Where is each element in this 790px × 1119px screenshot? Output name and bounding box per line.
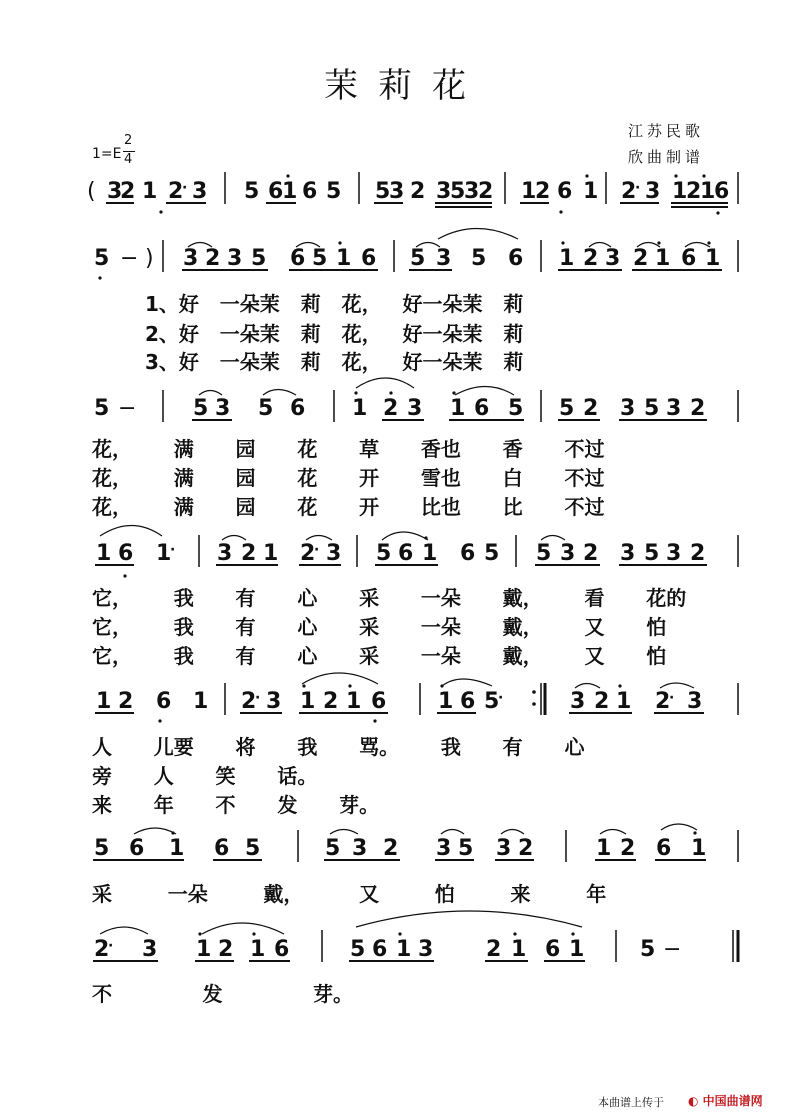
svg-text:6: 6 (361, 246, 377, 271)
site-name: 中国曲谱网 (702, 1094, 763, 1108)
svg-text:3: 3 (352, 836, 368, 861)
svg-text:5: 5 (471, 246, 487, 271)
svg-text:·: · (182, 180, 188, 196)
svg-text:·: · (314, 542, 320, 558)
svg-text:6: 6 (302, 179, 318, 204)
svg-text:−: − (118, 396, 137, 421)
svg-text:2: 2 (241, 689, 257, 714)
svg-text:6: 6 (557, 179, 573, 204)
svg-text:5: 5 (375, 179, 391, 204)
notation-row-3 (94, 396, 705, 421)
svg-text:1: 1 (96, 541, 112, 566)
svg-text:2: 2 (518, 836, 534, 861)
svg-text:1: 1 (450, 396, 466, 421)
svg-text:5: 5 (193, 396, 209, 421)
svg-text:5: 5 (326, 179, 342, 204)
lyrics-row-6: 采 一朵 戴， 又 怕 来 年 (92, 882, 607, 906)
svg-text:1: 1 (672, 179, 688, 204)
svg-text:1: 1 (438, 689, 454, 714)
svg-text:2: 2 (633, 246, 649, 271)
svg-text:3: 3 (645, 179, 661, 204)
svg-text:6: 6 (118, 541, 134, 566)
svg-text:6: 6 (290, 246, 306, 271)
svg-text:·: · (108, 938, 114, 954)
svg-text:2: 2 (410, 179, 426, 204)
svg-text:1: 1 (655, 246, 671, 271)
svg-text:1: 1 (352, 396, 368, 421)
svg-text:1: 1 (521, 179, 537, 204)
notation-row-2 (94, 246, 720, 271)
svg-text:1: 1 (282, 179, 298, 204)
svg-text:6: 6 (372, 937, 388, 962)
notation-row-7 (94, 937, 681, 962)
svg-text:2: 2 (690, 541, 706, 566)
notation-row-4 (96, 541, 705, 566)
svg-text:3: 3 (183, 246, 199, 271)
svg-text:6: 6 (268, 179, 284, 204)
svg-text:2: 2 (583, 396, 599, 421)
lyric-line-verse-1: 它， 我 有 心 采 一朵 戴， 看 花的 (92, 586, 687, 610)
svg-text:3: 3 (666, 396, 682, 421)
svg-text:6: 6 (508, 246, 524, 271)
svg-text:1: 1 (396, 937, 412, 962)
svg-text:2: 2 (621, 179, 637, 204)
lyric-line-verse-3: 它， 我 有 心 采 一朵 戴， 又 怕 (92, 644, 667, 668)
svg-text:(: ( (87, 179, 96, 204)
svg-text:3: 3 (464, 179, 480, 204)
svg-text:2: 2 (383, 396, 399, 421)
lyric-line-verse-3: 来 年 不 发 芽。 (92, 793, 380, 817)
svg-text:1: 1 (300, 689, 316, 714)
svg-text:·: · (498, 690, 504, 706)
time-signature-top: 2 (124, 133, 133, 148)
lyric-line-verse-1: 人 儿要 将 我 骂。 我 有 心 (92, 735, 585, 759)
composer-credit: 江苏民歌 (628, 122, 705, 140)
svg-text:5: 5 (644, 541, 660, 566)
svg-text:−: − (663, 937, 682, 962)
lyric-line-verse-2: 2、好 一朵茉 莉 花， 好一朵茉 莉 (145, 322, 524, 346)
svg-text:1: 1 (583, 179, 599, 204)
svg-text:6: 6 (371, 689, 387, 714)
svg-text:5: 5 (94, 246, 110, 271)
svg-text:1: 1 (422, 541, 438, 566)
svg-text:): ) (145, 246, 154, 271)
svg-text:5: 5 (536, 541, 552, 566)
svg-text:1: 1 (142, 179, 158, 204)
svg-text:2: 2 (478, 179, 494, 204)
svg-text:1: 1 (156, 541, 172, 566)
svg-text:5: 5 (484, 689, 500, 714)
svg-text:2: 2 (583, 541, 599, 566)
svg-text:2: 2 (205, 246, 221, 271)
notation-row-6 (94, 836, 706, 861)
arranger-credit: 欣曲制谱 (628, 148, 705, 166)
svg-text:3: 3 (142, 937, 158, 962)
svg-text:2: 2 (94, 937, 110, 962)
svg-text:6: 6 (290, 396, 306, 421)
svg-text:6: 6 (129, 836, 145, 861)
svg-text:3: 3 (326, 541, 342, 566)
svg-text:3: 3 (620, 396, 636, 421)
site-logo[interactable] (688, 1092, 763, 1109)
svg-text:3: 3 (436, 179, 452, 204)
svg-text:5: 5 (644, 396, 660, 421)
lyric-line-verse-2: 花， 满 园 花 开 雪也 白 不过 (92, 466, 605, 490)
svg-text:5: 5 (94, 836, 110, 861)
site-logo-icon: ◐ (688, 1094, 699, 1108)
svg-text:6: 6 (214, 836, 230, 861)
svg-text:6: 6 (545, 937, 561, 962)
svg-text:3: 3 (217, 541, 233, 566)
svg-text:5: 5 (458, 836, 474, 861)
svg-text:1: 1 (336, 246, 352, 271)
svg-text:3: 3 (436, 836, 452, 861)
svg-text:5: 5 (559, 396, 575, 421)
svg-text:2: 2 (620, 836, 636, 861)
svg-text:1: 1 (705, 246, 721, 271)
svg-text:3: 3 (418, 937, 434, 962)
svg-text:1: 1 (559, 246, 575, 271)
svg-text:5: 5 (450, 179, 466, 204)
svg-text:3: 3 (227, 246, 243, 271)
svg-text:2: 2 (118, 689, 134, 714)
svg-text:5: 5 (325, 836, 341, 861)
svg-text:3: 3 (496, 836, 512, 861)
svg-text:1: 1 (193, 689, 209, 714)
svg-text:5: 5 (376, 541, 392, 566)
svg-text:3: 3 (436, 246, 452, 271)
svg-text:5: 5 (244, 179, 260, 204)
svg-text:3: 3 (407, 396, 423, 421)
svg-text:5: 5 (251, 246, 267, 271)
svg-text:6: 6 (681, 246, 697, 271)
svg-text:2: 2 (535, 179, 551, 204)
lyric-line-verse-1: 1、好 一朵茉 莉 花， 好一朵茉 莉 (145, 292, 524, 316)
svg-text:2: 2 (218, 937, 234, 962)
svg-text:3: 3 (570, 689, 586, 714)
svg-text:1: 1 (169, 836, 185, 861)
svg-text:1: 1 (596, 836, 612, 861)
svg-text:−: − (120, 246, 139, 271)
lyric-line-verse-2: 旁 人 笑 话。 (92, 764, 318, 788)
svg-text:2: 2 (686, 179, 702, 204)
svg-text:1: 1 (569, 937, 585, 962)
svg-text:6: 6 (398, 541, 414, 566)
svg-text:2: 2 (583, 246, 599, 271)
svg-text:5: 5 (640, 937, 656, 962)
svg-text:3: 3 (687, 689, 703, 714)
svg-text:3: 3 (389, 179, 405, 204)
svg-text:5: 5 (350, 937, 366, 962)
lyric-line-verse-2: 它， 我 有 心 采 一朵 戴， 又 怕 (92, 615, 667, 639)
svg-text:5: 5 (410, 246, 426, 271)
svg-text:·: · (635, 180, 641, 196)
key-signature: 1=E (92, 146, 122, 162)
svg-text:6: 6 (714, 179, 730, 204)
svg-text:1: 1 (346, 689, 362, 714)
svg-text:1: 1 (511, 937, 527, 962)
svg-text:·: · (669, 690, 675, 706)
svg-text:5: 5 (312, 246, 328, 271)
svg-text:3: 3 (215, 396, 231, 421)
svg-text:·: · (255, 690, 261, 706)
svg-text:1: 1 (700, 179, 716, 204)
svg-text:6: 6 (156, 689, 172, 714)
svg-text:5: 5 (245, 836, 261, 861)
svg-text:3: 3 (560, 541, 576, 566)
lyric-line-verse-3: 3、好 一朵茉 莉 花， 好一朵茉 莉 (145, 350, 524, 374)
svg-text:1: 1 (263, 541, 279, 566)
svg-text:6: 6 (460, 689, 476, 714)
notation-row-1 (87, 179, 729, 204)
svg-text:6: 6 (656, 836, 672, 861)
svg-text:2: 2 (168, 179, 184, 204)
svg-text:3: 3 (192, 179, 208, 204)
svg-text:3: 3 (266, 689, 282, 714)
notation-row-5 (96, 689, 702, 714)
song-title: 茉莉花 (324, 66, 486, 106)
svg-text:3: 3 (107, 179, 123, 204)
svg-text:1: 1 (616, 689, 632, 714)
svg-text:2: 2 (486, 937, 502, 962)
svg-text:5: 5 (484, 541, 500, 566)
svg-text:1: 1 (250, 937, 266, 962)
svg-text:2: 2 (383, 836, 399, 861)
svg-text:1: 1 (691, 836, 707, 861)
svg-text:1: 1 (96, 689, 112, 714)
time-signature-bottom: 4 (124, 152, 133, 167)
lyrics-row-7: 不 发 芽。 (92, 982, 354, 1006)
svg-text:5: 5 (508, 396, 524, 421)
lyric-line-verse-3: 花， 满 园 花 开 比也 比 不过 (92, 495, 605, 519)
svg-text:1: 1 (196, 937, 212, 962)
svg-text:2: 2 (300, 541, 316, 566)
svg-text:6: 6 (460, 541, 476, 566)
svg-text:6: 6 (474, 396, 490, 421)
svg-text:2: 2 (323, 689, 339, 714)
svg-text:5: 5 (258, 396, 274, 421)
svg-text:6: 6 (274, 937, 290, 962)
svg-text:3: 3 (620, 541, 636, 566)
svg-text:2: 2 (690, 396, 706, 421)
svg-text:3: 3 (605, 246, 621, 271)
svg-text:·: · (170, 542, 176, 558)
upload-note: 本曲谱上传于 (598, 1096, 664, 1109)
svg-text:2: 2 (120, 179, 136, 204)
svg-text:2: 2 (241, 541, 257, 566)
svg-text:2: 2 (655, 689, 671, 714)
svg-text:5: 5 (94, 396, 110, 421)
lyric-line-verse-1: 花， 满 园 花 草 香也 香 不过 (92, 437, 605, 461)
svg-text:2: 2 (594, 689, 610, 714)
svg-text:3: 3 (666, 541, 682, 566)
